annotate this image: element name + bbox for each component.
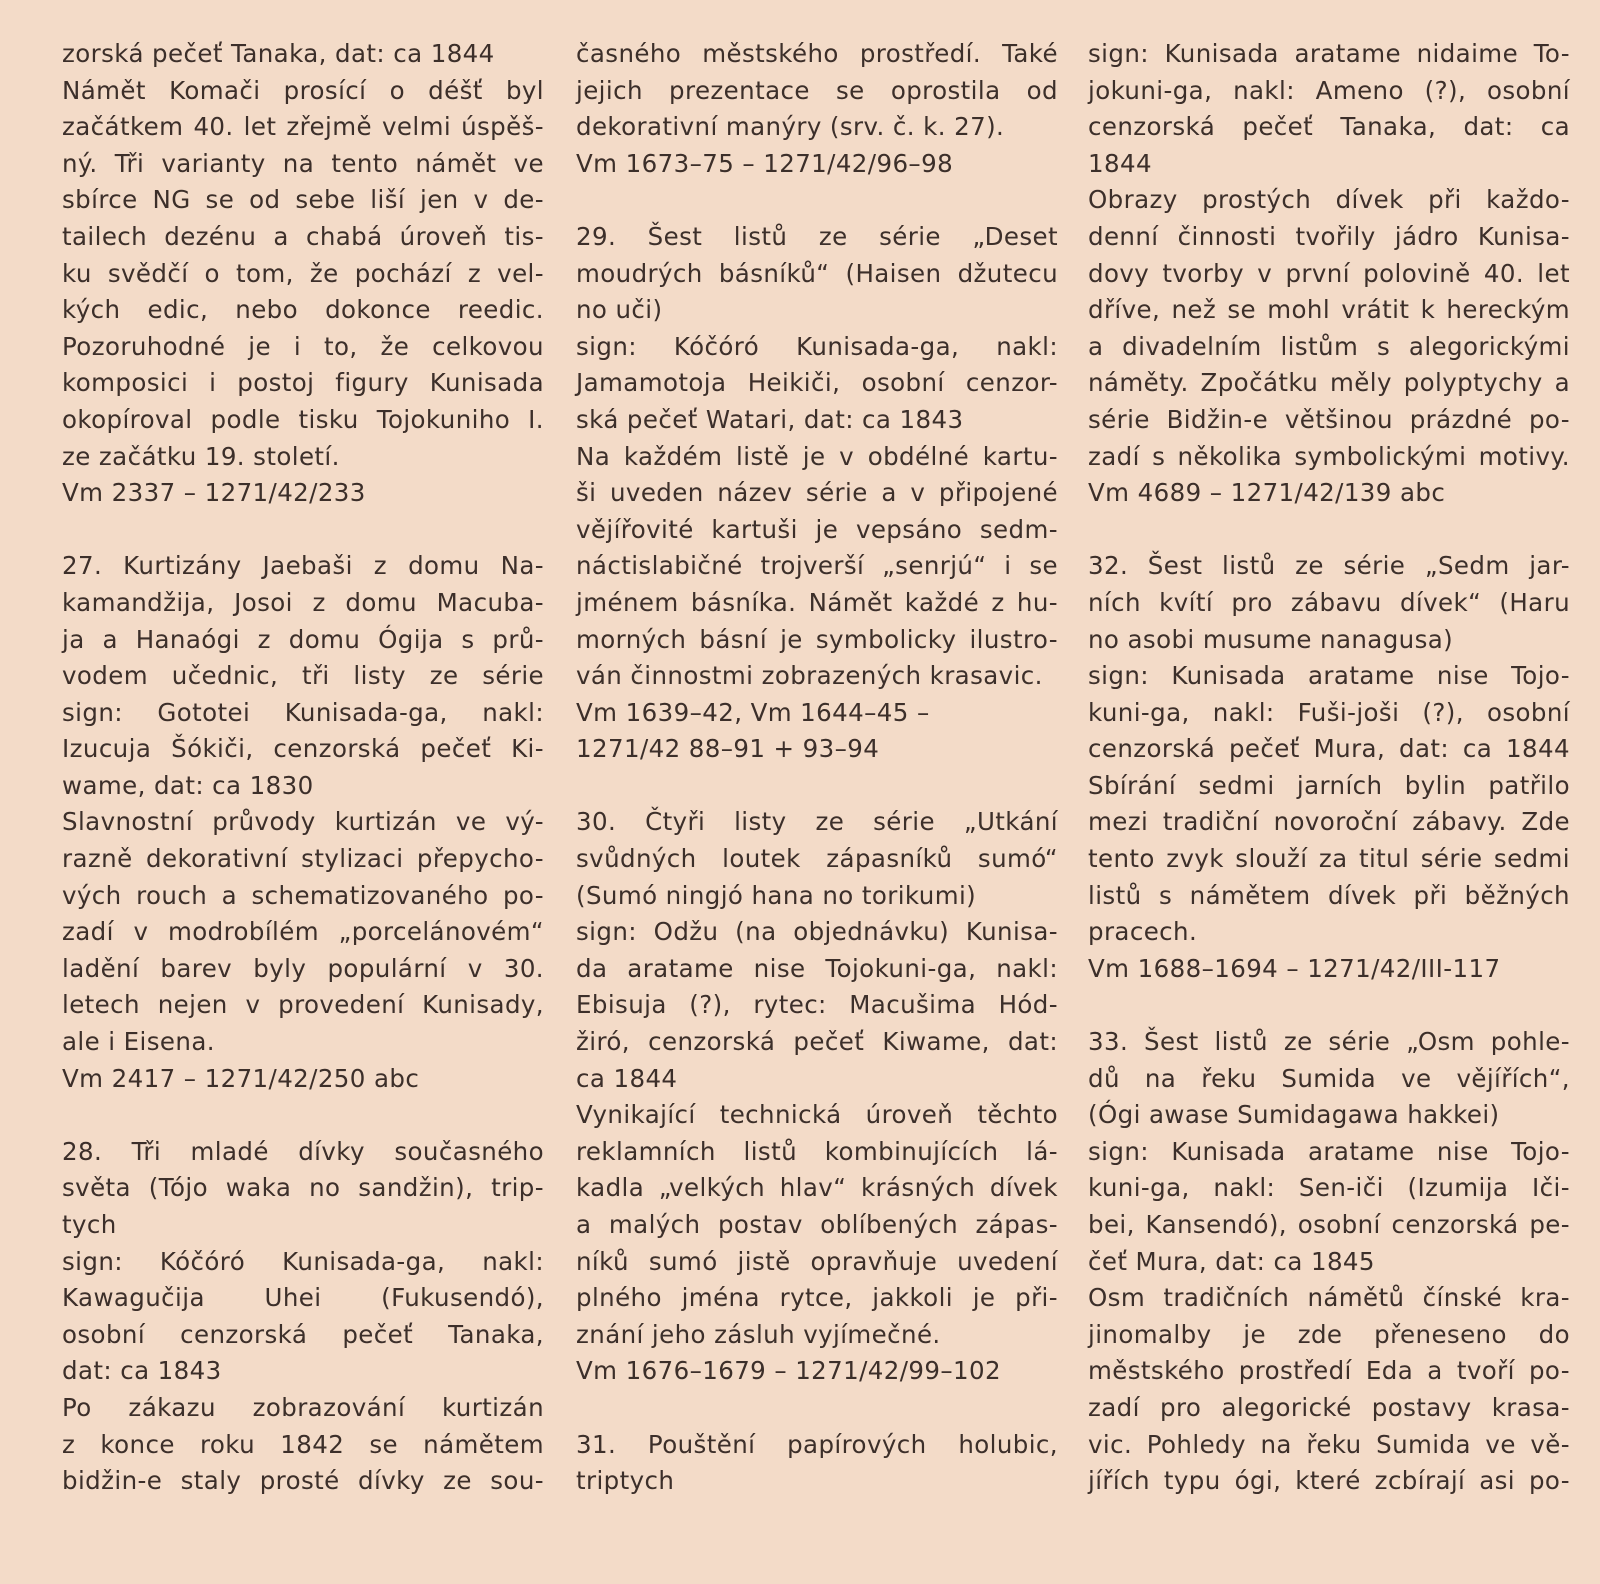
text-column-middle bbox=[576, 36, 1058, 1500]
text-line: Vm 1639–42, Vm 1644–45 – bbox=[576, 697, 930, 727]
text-line: Sbírání sedmi jarních bylin patřilo bbox=[1088, 770, 1570, 800]
text-line: kuni-ga, nakl: Sen-iči (Izumija Iči- bbox=[1088, 1173, 1570, 1203]
text-line: ladění barev byly populární v 30. bbox=[62, 953, 544, 983]
text-line: zorská pečeť Tanaka, dat: ca 1844 bbox=[62, 39, 495, 68]
text-line: světa (Tójo waka no sandžin), trip- bbox=[62, 1173, 544, 1203]
text-line: dů na řeku Sumida ve vějířích“, bbox=[1088, 1063, 1570, 1093]
text-line: denní činnosti tvořily jádro Kunisa- bbox=[1088, 221, 1570, 251]
text-line: 31. Pouštění papírových holubic, bbox=[576, 1429, 1058, 1459]
paragraph-gap bbox=[576, 182, 1058, 219]
text-line: ních kvítí pro zábavu dívek“ (Haru bbox=[1088, 587, 1570, 617]
text-line: moudrých básníků“ (Haisen džutecu bbox=[576, 258, 1058, 288]
paragraph-gap bbox=[576, 768, 1058, 805]
text-line: městského prostředí Eda a tvoří po- bbox=[1088, 1356, 1570, 1386]
paragraph-gap bbox=[62, 512, 544, 549]
text-line: sign: Kóčóró Kunisada-ga, nakl: bbox=[576, 331, 1058, 361]
text-line: sign: Gototei Kunisada-ga, nakl: bbox=[62, 697, 544, 727]
text-line: plného jména rytce, jakkoli je při- bbox=[576, 1283, 1058, 1313]
text-column-left bbox=[62, 36, 544, 1500]
text-line: osobní cenzorská pečeť Tanaka, bbox=[62, 1319, 544, 1349]
text-line: triptych bbox=[576, 1466, 675, 1496]
text-line: Vm 2337 – 1271/42/233 bbox=[62, 478, 366, 508]
text-line: 27. Kurtizány Jaebaši z domu Na- bbox=[62, 551, 544, 581]
text-line: cenzorská pečeť Tanaka, dat: ca bbox=[1088, 112, 1570, 142]
text-line: ca 1844 bbox=[576, 1063, 678, 1093]
text-line: ši uveden název série a v připojené bbox=[576, 478, 1058, 508]
text-line: Na každém listě je v obdélné kartu- bbox=[576, 441, 1058, 471]
text-line: kadla „velkých hlav“ krásných dívek bbox=[576, 1173, 1058, 1203]
text-line: ný. Tři varianty na tento námět ve bbox=[62, 148, 544, 178]
text-line: ale i Eisena. bbox=[62, 1027, 215, 1057]
text-line: sign: Kunisada aratame nise Tojo- bbox=[1088, 661, 1570, 691]
text-line: bei, Kansendó), osobní cenzorská pe- bbox=[1088, 1210, 1570, 1239]
text-line: a divadelním listům s alegorickými bbox=[1088, 331, 1570, 361]
text-line: Pozoruhodné je i to, že celkovou bbox=[62, 331, 544, 361]
text-line: tailech dezénu a chabá úroveň tis- bbox=[62, 221, 544, 251]
text-line: tento zvyk slouží za titul série sedmi bbox=[1088, 844, 1570, 874]
text-line: Vynikající technická úroveň těchto bbox=[576, 1100, 1058, 1130]
text-line: letech nejen v provedení Kunisady, bbox=[62, 990, 544, 1020]
paragraph-gap bbox=[576, 1390, 1058, 1427]
text-line: náměty. Zpočátku měly polyptychy a bbox=[1088, 368, 1570, 398]
text-line: no uči) bbox=[576, 295, 663, 325]
text-line: kuni-ga, nakl: Fuši-joši (?), osobní bbox=[1088, 697, 1570, 727]
text-line: náctislabičné trojverší „senrjú“ i se bbox=[576, 551, 1058, 581]
text-line: zadí pro alegorické postavy krasa- bbox=[1088, 1392, 1570, 1422]
text-line: reklamních listů kombinujících lá- bbox=[576, 1136, 1058, 1166]
text-line: žiró, cenzorská pečeť Kiwame, dat: bbox=[576, 1027, 1058, 1057]
text-line: ze začátku 19. století. bbox=[62, 441, 340, 471]
text-line: ván činnostmi zobrazených krasavic. bbox=[576, 661, 1043, 691]
text-line: jménem básníka. Námět každé z hu- bbox=[576, 587, 1058, 617]
text-line: a malých postav oblíbených zápas- bbox=[576, 1210, 1058, 1239]
text-line: 1844 bbox=[1088, 148, 1152, 178]
text-line: ku svědčí o tom, že pochází z vel- bbox=[62, 258, 544, 288]
text-line: jejich prezentace se oprostila od bbox=[576, 75, 1058, 105]
text-line: listů s námětem dívek při běžných bbox=[1088, 880, 1570, 910]
text-line: Po zákazu zobrazování kurtizán bbox=[62, 1392, 544, 1422]
text-line: jinomalby je zde přeneseno do bbox=[1088, 1319, 1570, 1349]
text-line: Vm 1688–1694 – 1271/42/III-117 bbox=[1088, 953, 1501, 983]
text-line: kých edic, nebo dokonce reedic. bbox=[62, 295, 544, 325]
text-line: okopíroval podle tisku Tojokuniho I. bbox=[62, 404, 544, 434]
text-line: pracech. bbox=[1088, 917, 1198, 947]
text-line: zadí s několika symbolickými motivy. bbox=[1088, 441, 1570, 471]
text-line: no asobi musume nanagusa) bbox=[1088, 624, 1454, 654]
text-line: zadí v modrobílém „porcelánovém“ bbox=[62, 917, 544, 947]
text-line: ja a Hanaógi z domu Ógija s prů- bbox=[62, 624, 544, 654]
text-line: bidžin-e staly prosté dívky ze sou- bbox=[62, 1466, 544, 1496]
text-line: sign: Kunisada aratame nise Tojo- bbox=[1088, 1136, 1570, 1166]
text-line: Izucuja Šókiči, cenzorská pečeť Ki- bbox=[62, 734, 544, 764]
text-line: svůdných loutek zápasníků sumó“ bbox=[576, 844, 1058, 874]
text-line: začátkem 40. let zřejmě velmi úspěš- bbox=[62, 112, 544, 142]
text-line: 32. Šest listů ze série „Sedm jar- bbox=[1088, 551, 1570, 581]
text-line: jířích typu ógi, které zcbírají asi po- bbox=[1088, 1466, 1570, 1496]
text-line: Námět Komači prosící o déšť byl bbox=[62, 75, 544, 105]
text-line: Osm tradičních námětů čínské kra- bbox=[1088, 1283, 1570, 1313]
text-line: vějířovité kartuši je vepsáno sedm- bbox=[576, 514, 1058, 544]
text-column-right bbox=[1088, 36, 1570, 1500]
text-line: dat: ca 1843 bbox=[62, 1356, 222, 1386]
text-line: vodem učednic, tři listy ze série bbox=[62, 661, 544, 691]
text-line: 30. Čtyři listy ze série „Utkání bbox=[576, 807, 1058, 837]
text-line: tych bbox=[62, 1210, 117, 1239]
paragraph-gap bbox=[1088, 987, 1570, 1024]
text-line: Vm 4689 – 1271/42/139 abc bbox=[1088, 478, 1446, 508]
text-line: dovy tvorby v první polovině 40. let bbox=[1088, 258, 1570, 288]
text-line: níků sumó jistě opravňuje uvedení bbox=[576, 1246, 1058, 1276]
text-line: vic. Pohledy na řeku Sumida ve vě- bbox=[1088, 1429, 1570, 1459]
text-line: Slavnostní průvody kurtizán ve vý- bbox=[62, 807, 544, 837]
text-line: Kawagučija Uhei (Fukusendó), bbox=[62, 1283, 544, 1313]
text-line: sign: Kóčóró Kunisada-ga, nakl: bbox=[62, 1246, 544, 1276]
text-line: (Sumó ningjó hana no torikumi) bbox=[576, 880, 977, 910]
text-line: komposici i postoj figury Kunisada bbox=[62, 368, 544, 398]
text-line: kamandžija, Josoi z domu Macuba- bbox=[62, 587, 544, 617]
text-line: cenzorská pečeť Mura, dat: ca 1844 bbox=[1088, 734, 1570, 764]
text-line: mezi tradiční novoroční zábavy. Zde bbox=[1088, 807, 1570, 837]
text-line: z konce roku 1842 se námětem bbox=[62, 1429, 544, 1459]
text-line: sign: Odžu (na objednávku) Kunisa- bbox=[576, 917, 1058, 947]
text-line: 1271/42 88–91 + 93–94 bbox=[576, 734, 880, 764]
text-line: 29. Šest listů ze série „Deset bbox=[576, 221, 1058, 251]
text-line: wame, dat: ca 1830 bbox=[62, 770, 314, 800]
text-line: dekorativní manýry (srv. č. k. 27). bbox=[576, 112, 1005, 142]
text-line: 33. Šest listů ze série „Osm pohle- bbox=[1088, 1027, 1570, 1057]
text-line: ská pečeť Watari, dat: ca 1843 bbox=[576, 404, 964, 434]
text-line: znání jeho zásluh vyjímečné. bbox=[576, 1319, 941, 1349]
paragraph-gap bbox=[62, 1097, 544, 1134]
text-line: razně dekorativní stylizaci přepycho- bbox=[62, 844, 544, 874]
text-line: da aratame nise Tojokuni-ga, nakl: bbox=[576, 953, 1058, 983]
paragraph-gap bbox=[1088, 512, 1570, 549]
text-line: Vm 2417 – 1271/42/250 abc bbox=[62, 1063, 420, 1093]
text-line: jokuni-ga, nakl: Ameno (?), osobní bbox=[1088, 75, 1570, 105]
text-line: Obrazy prostých dívek při každo- bbox=[1088, 185, 1570, 215]
text-line: sign: Kunisada aratame nidaime To- bbox=[1088, 39, 1570, 68]
text-line: časného městského prostředí. Také bbox=[576, 39, 1058, 68]
text-line: (Ógi awase Sumidagawa hakkei) bbox=[1088, 1100, 1500, 1130]
text-line: vých rouch a schematizovaného po- bbox=[62, 880, 544, 910]
text-line: dříve, než se mohl vrátit k hereckým bbox=[1088, 295, 1570, 325]
text-line: sbírce NG se od sebe liší jen v de- bbox=[62, 185, 544, 215]
text-line: série Bidžin-e většinou prázdné po- bbox=[1088, 404, 1570, 434]
text-line: Vm 1673–75 – 1271/42/96–98 bbox=[576, 148, 954, 178]
text-line: 28. Tři mladé dívky současného bbox=[62, 1136, 544, 1166]
text-line: Ebisuja (?), rytec: Macušima Hód- bbox=[576, 990, 1058, 1020]
text-line: Vm 1676–1679 – 1271/42/99–102 bbox=[576, 1356, 1002, 1386]
text-line: Jamamotoja Heikiči, osobní cenzor- bbox=[576, 368, 1058, 398]
text-line: morných básní je symbolicky ilustro- bbox=[576, 624, 1058, 654]
text-line: čeť Mura, dat: ca 1845 bbox=[1088, 1246, 1375, 1276]
